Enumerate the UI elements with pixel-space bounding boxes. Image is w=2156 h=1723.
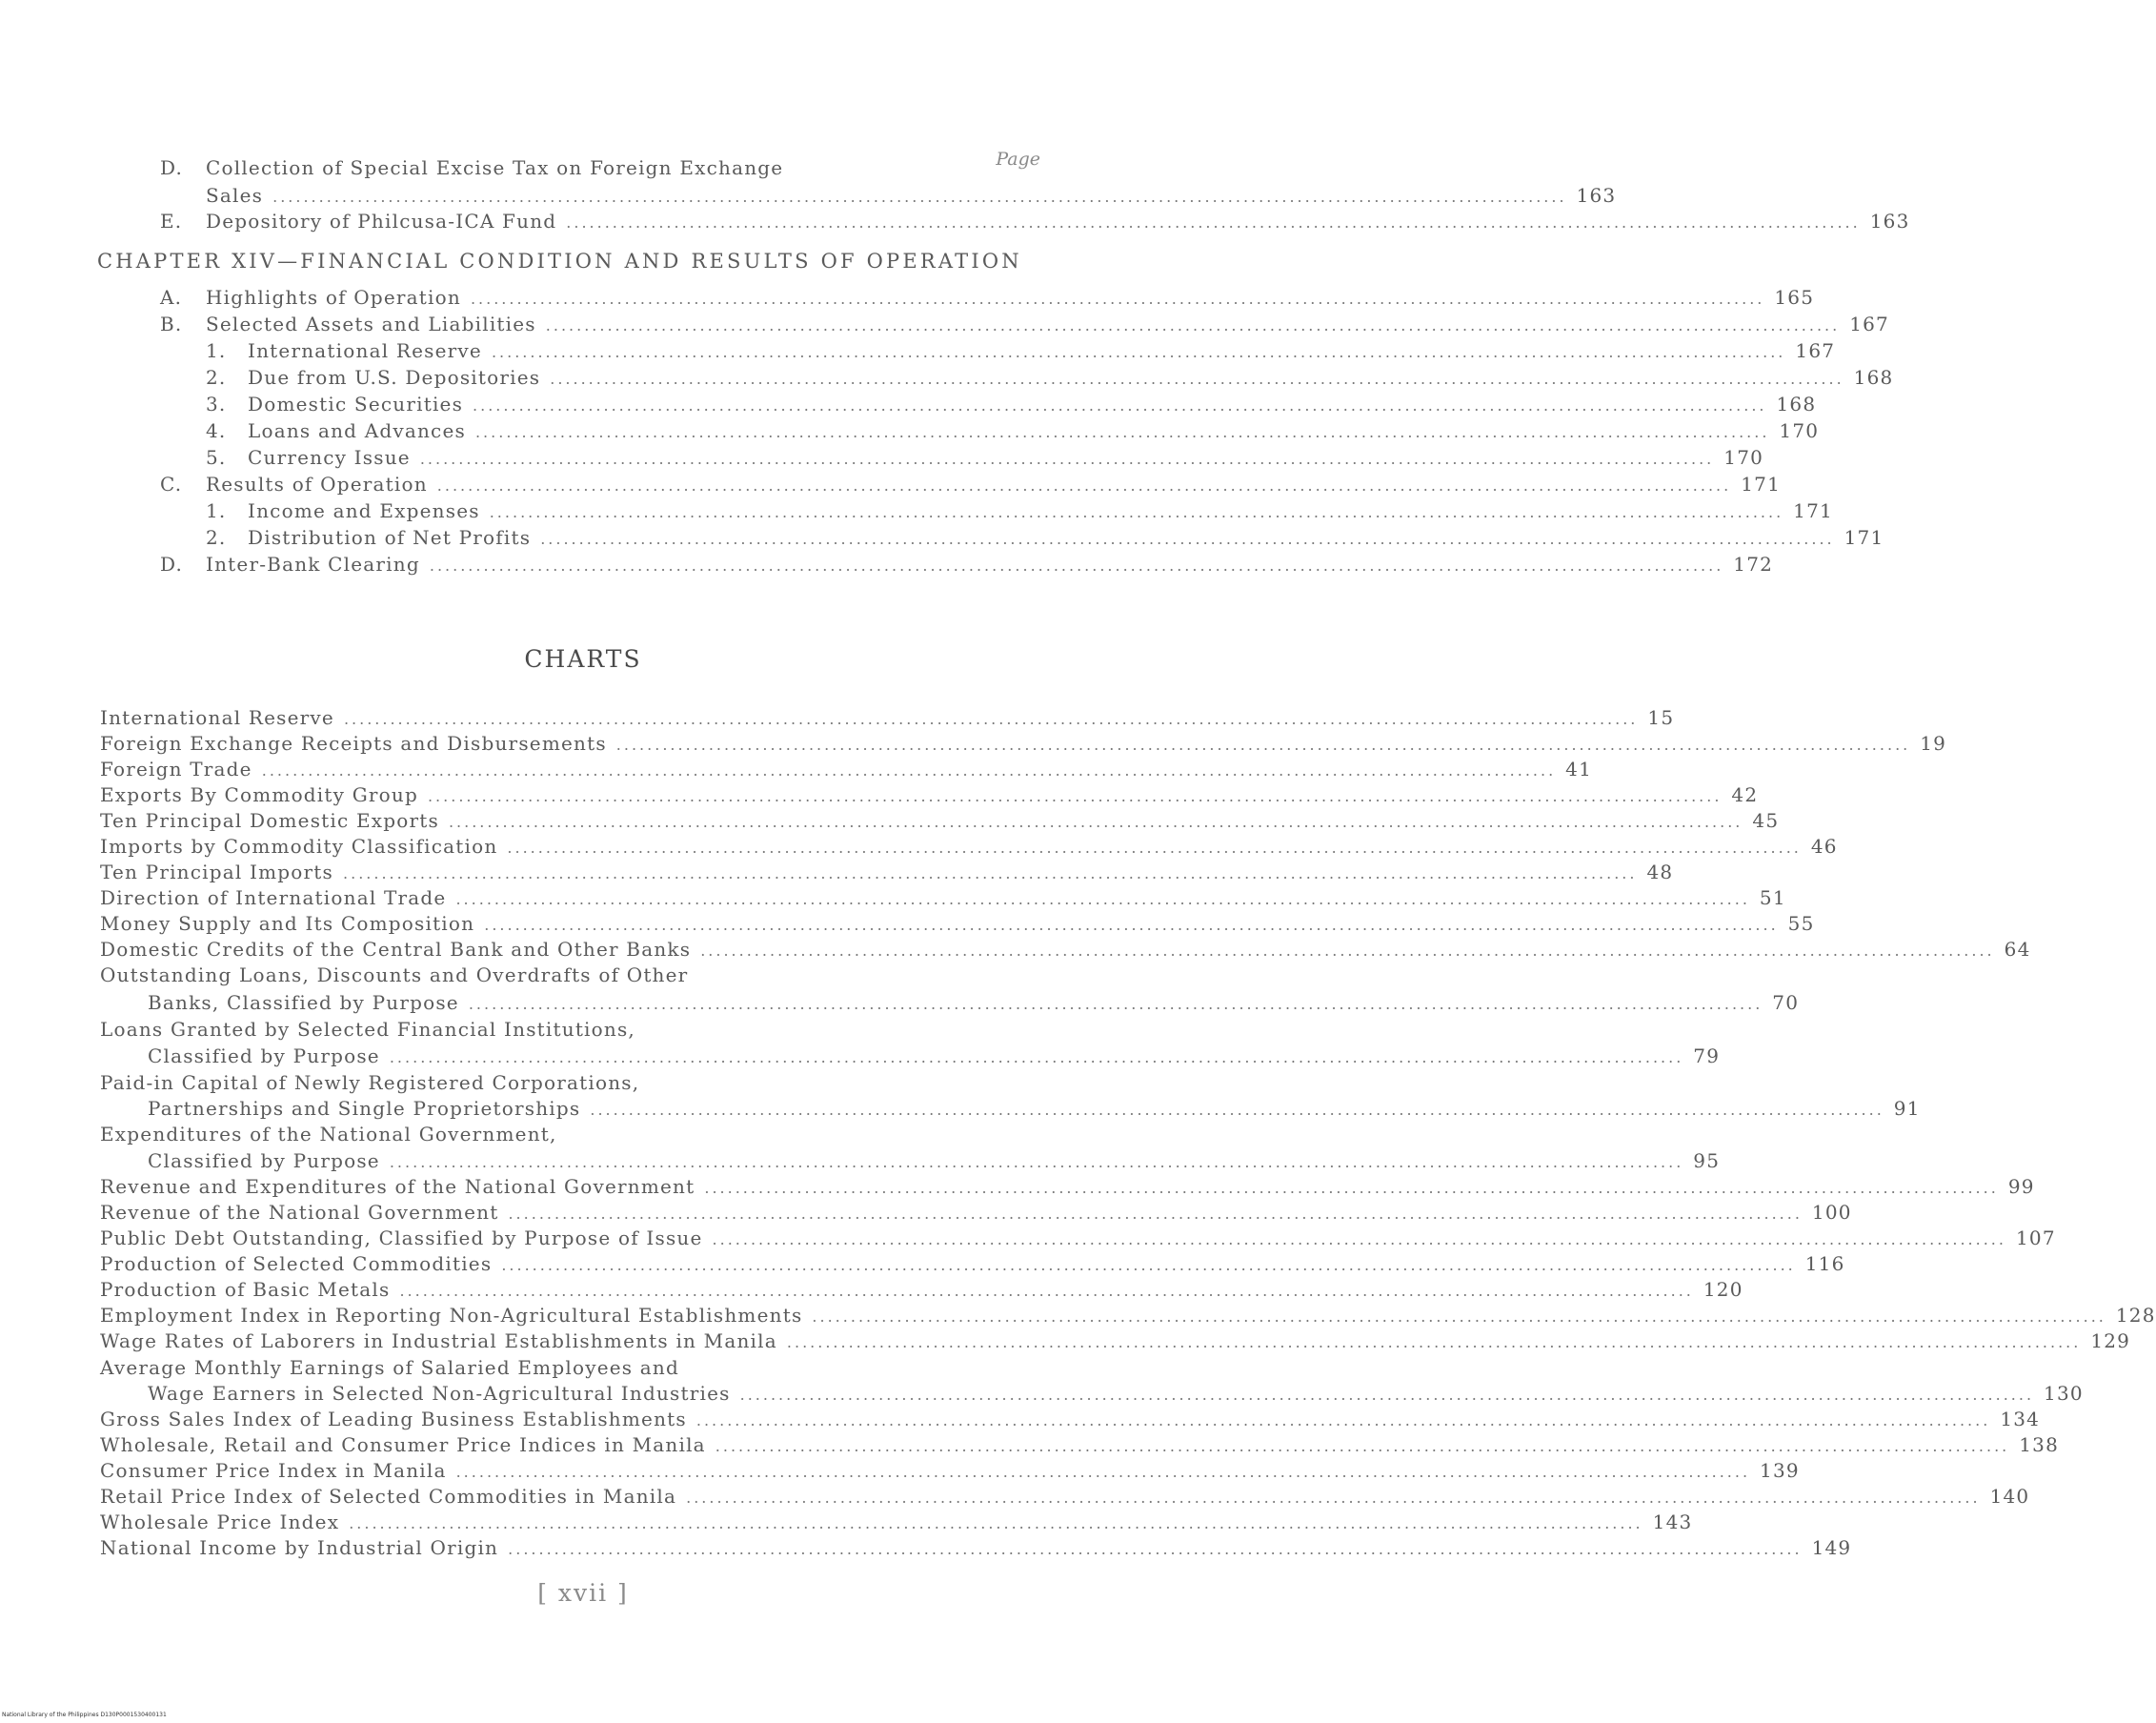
leader-dots: ........................................................................................................................................................................ xyxy=(540,530,1835,548)
chart-entry-page: 138 xyxy=(2019,1433,2060,1456)
toc-entry xyxy=(206,446,1764,469)
toc-entry xyxy=(160,184,1617,207)
chart-list-entry xyxy=(100,1510,1693,1533)
chart-entry-title: Revenue of the National Government xyxy=(100,1201,499,1224)
chart-entry-page: 79 xyxy=(1693,1044,1721,1067)
chart-list-entry xyxy=(100,1304,2156,1327)
chart-entry-page: 134 xyxy=(2000,1408,2041,1430)
chart-entry-page: 46 xyxy=(1810,835,1838,858)
leader-dots: ........................................................................................................................................................................ xyxy=(700,942,1995,960)
toc-entry-title: Highlights of Operation xyxy=(206,286,461,309)
leader-dots: ........................................................................................................................................................................ xyxy=(566,213,1861,232)
chart-list-entry xyxy=(148,1149,1721,1172)
chart-list-entry xyxy=(100,886,1786,909)
chart-entry-title: Money Supply and Its Composition xyxy=(100,912,475,935)
chapter-heading: CHAPTER XIV—FINANCIAL CONDITION AND RESULTS OF OPERATION xyxy=(97,250,1022,273)
leader-dots: ........................................................................................................................................................................ xyxy=(715,1437,2010,1455)
toc-entry xyxy=(160,473,1781,496)
toc-entry-prefix: 3. xyxy=(206,393,227,416)
toc-entry-prefix: 5. xyxy=(206,446,227,469)
toc-entry-page: 165 xyxy=(1774,286,1815,309)
chart-entry-page: 55 xyxy=(1787,912,1815,935)
toc-entry-title: Income and Expenses xyxy=(248,499,480,522)
chart-entry-title: Ten Principal Imports xyxy=(100,861,334,883)
toc-entry xyxy=(206,526,1884,549)
chart-entry-title: National Income by Industrial Origin xyxy=(100,1536,499,1559)
leader-dots: ........................................................................................................................................................................ xyxy=(399,1282,1694,1300)
toc-entry-page: 163 xyxy=(1869,210,1910,233)
leader-dots: ........................................................................................................................................................................ xyxy=(489,503,1784,521)
leader-dots: ........................................................................................................................................................................ xyxy=(786,1333,2082,1351)
chart-list-entry xyxy=(100,938,2031,961)
toc-entry-page: 170 xyxy=(1779,419,1820,442)
chart-entry-title: Production of Basic Metals xyxy=(100,1278,391,1301)
toc-entry-page: 163 xyxy=(1576,184,1617,207)
chart-list-entry xyxy=(100,861,1674,883)
leader-dots: ........................................................................................................................................................................ xyxy=(501,1256,1796,1274)
leader-dots: ........................................................................................................................................................................ xyxy=(455,1463,1751,1481)
chart-list-entry xyxy=(100,706,1675,729)
toc-entry-title: Loans and Advances xyxy=(248,419,466,442)
leader-dots: ........................................................................................................................................................................ xyxy=(343,710,1639,728)
chart-list-entry xyxy=(100,1433,2060,1456)
chart-list-entry xyxy=(100,1226,2056,1249)
page-column-heading: Page xyxy=(996,149,1040,170)
toc-entry xyxy=(160,286,1815,309)
toc-entry-prefix: 2. xyxy=(206,526,227,549)
chart-entry-page: 143 xyxy=(1652,1510,1693,1533)
toc-entry xyxy=(160,313,1889,335)
chart-entry-title: Public Debt Outstanding, Classified by Purpose of Issue xyxy=(100,1226,703,1249)
chart-entry-title: Foreign Trade xyxy=(100,758,252,780)
toc-entry-page: 168 xyxy=(1776,393,1817,416)
chart-entry-page: 99 xyxy=(2007,1175,2035,1198)
chart-entry-page: 149 xyxy=(1811,1536,1852,1559)
chart-list-entry xyxy=(100,1536,1852,1559)
chart-entry-page: 41 xyxy=(1565,758,1593,780)
leader-dots: ........................................................................................................................................................................ xyxy=(686,1489,1981,1507)
chart-entry-title: Paid-in Capital of Newly Registered Corporations, xyxy=(100,1071,640,1094)
toc-entry-page: 171 xyxy=(1793,499,1833,522)
chart-list-entry xyxy=(100,1278,1743,1301)
chart-entry-page: 139 xyxy=(1760,1459,1800,1482)
chart-list-entry xyxy=(148,1382,2084,1405)
leader-dots: ........................................................................................................................................................................ xyxy=(484,916,1779,934)
leader-dots: ........................................................................................................................................................................ xyxy=(427,787,1723,805)
toc-entry xyxy=(206,339,1836,362)
leader-dots: ........................................................................................................................................................................ xyxy=(470,290,1765,308)
chart-entry-page: 120 xyxy=(1703,1278,1743,1301)
toc-entry xyxy=(206,393,1817,416)
toc-entry-title: Selected Assets and Liabilities xyxy=(206,313,536,335)
leader-dots: ........................................................................................................................................................................ xyxy=(507,839,1802,857)
toc-entry-title: Distribution of Net Profits xyxy=(248,526,532,549)
chart-entry-title: Partnerships and Single Proprietorships xyxy=(148,1097,581,1120)
toc-entry-title: Results of Operation xyxy=(206,473,428,496)
chart-list-entry xyxy=(100,809,1780,832)
scan-footer-note: National Library of the Philippines D130P0001530400131 xyxy=(2,1712,167,1718)
chart-entry-title: Exports By Commodity Group xyxy=(100,783,418,806)
chart-entry-page: 100 xyxy=(1811,1201,1852,1224)
chart-entry-page: 140 xyxy=(1989,1485,2030,1508)
chart-entry-page: 107 xyxy=(2015,1226,2056,1249)
leader-dots: ........................................................................................................................................................................ xyxy=(508,1540,1803,1558)
toc-entry-prefix: 1. xyxy=(206,499,227,522)
leader-dots: ........................................................................................................................................................................ xyxy=(389,1153,1684,1171)
chart-list-entry xyxy=(100,1175,2035,1198)
leader-dots: ........................................................................................................................................................................ xyxy=(349,1514,1643,1532)
leader-dots: ........................................................................................................................................................................ xyxy=(468,995,1763,1013)
leader-dots: ........................................................................................................................................................................ xyxy=(590,1101,1884,1119)
leader-dots: ........................................................................................................................................................................ xyxy=(474,423,1770,441)
toc-entry-title: International Reserve xyxy=(248,339,482,362)
chart-entry-page: 45 xyxy=(1752,809,1780,832)
chart-list-entry xyxy=(100,912,1815,935)
leader-dots: ........................................................................................................................................................................ xyxy=(812,1307,2106,1326)
chart-entry-page: 42 xyxy=(1731,783,1759,806)
toc-entry-prefix: 2. xyxy=(206,366,227,389)
leader-dots: ........................................................................................................................................................................ xyxy=(545,316,1841,334)
chart-entry-page: 128 xyxy=(2115,1304,2156,1327)
toc-entry xyxy=(206,419,1820,442)
toc-entry xyxy=(206,499,1833,522)
toc-entry-prefix: A. xyxy=(160,286,183,309)
chart-list-entry xyxy=(100,835,1838,858)
chart-list-entry xyxy=(100,1201,1852,1224)
chart-entry-title: Revenue and Expenditures of the National Government xyxy=(100,1175,695,1198)
chart-entry-title: Wholesale, Retail and Consumer Price Indices in Manila xyxy=(100,1433,706,1456)
chart-list-entry xyxy=(100,1459,1800,1482)
toc-entry xyxy=(160,156,827,179)
leader-dots: ........................................................................................................................................................................ xyxy=(448,813,1743,831)
toc-entry xyxy=(160,553,1774,576)
chart-entry-title: Wage Earners in Selected Non-Agricultural Industries xyxy=(148,1382,731,1405)
chart-entry-page: 15 xyxy=(1647,706,1675,729)
toc-entry-title: Depository of Philcusa-ICA Fund xyxy=(206,210,557,233)
chart-list-entry xyxy=(100,758,1593,780)
leader-dots: ........................................................................................................................................................................ xyxy=(419,450,1715,468)
leader-dots: ........................................................................................................................................................................ xyxy=(473,396,1767,415)
chart-entry-title: Foreign Exchange Receipts and Disbursements xyxy=(100,732,607,755)
toc-entry-title: Domestic Securities xyxy=(248,393,464,416)
toc-entry-page: 172 xyxy=(1733,553,1774,576)
toc-entry-prefix: D. xyxy=(160,156,184,179)
charts-section-title: CHARTS xyxy=(524,645,642,673)
chart-entry-title: Classified by Purpose xyxy=(148,1149,380,1172)
chart-entry-title: Direction of International Trade xyxy=(100,886,447,909)
chart-entry-title: Wholesale Price Index xyxy=(100,1510,340,1533)
leader-dots: ........................................................................................................................................................................ xyxy=(550,370,1844,388)
leader-dots: ........................................................................................................................................................................ xyxy=(508,1205,1803,1223)
toc-entry-title: Currency Issue xyxy=(248,446,411,469)
chart-entry-page: 116 xyxy=(1804,1252,1845,1275)
chart-list-entry xyxy=(100,1408,2041,1430)
leader-dots: ........................................................................................................................................................................ xyxy=(739,1386,2035,1404)
toc-entry-prefix: C. xyxy=(160,473,183,496)
leader-dots: ........................................................................................................................................................................ xyxy=(695,1411,1991,1429)
chart-entry-title: Outstanding Loans, Discounts and Overdrafts of Other xyxy=(100,963,689,986)
chart-entry-title: Production of Selected Commodities xyxy=(100,1252,493,1275)
chart-entry-title: Retail Price Index of Selected Commodities in Manila xyxy=(100,1485,677,1508)
leader-dots: ........................................................................................................................................................................ xyxy=(491,343,1786,361)
toc-entry-prefix: 4. xyxy=(206,419,227,442)
toc-entry xyxy=(206,366,1894,389)
toc-entry xyxy=(160,210,1910,233)
leader-dots: ........................................................................................................................................................................ xyxy=(429,557,1724,575)
chart-entry-title: Expenditures of the National Government, xyxy=(100,1123,557,1145)
leader-dots: ........................................................................................................................................................................ xyxy=(615,736,1911,754)
chart-entry-page: 48 xyxy=(1646,861,1674,883)
chart-list-entry xyxy=(100,1329,2131,1352)
toc-entry-page: 168 xyxy=(1853,366,1894,389)
leader-dots: ........................................................................................................................................................................ xyxy=(261,761,1557,780)
toc-entry-page: 167 xyxy=(1795,339,1836,362)
leader-dots: ........................................................................................................................................................................ xyxy=(436,476,1732,495)
chart-entry-title: Classified by Purpose xyxy=(148,1044,380,1067)
leader-dots: ........................................................................................................................................................................ xyxy=(704,1179,1999,1197)
chart-entry-page: 130 xyxy=(2044,1382,2084,1405)
toc-entry-page: 170 xyxy=(1723,446,1764,469)
chart-entry-title: Consumer Price Index in Manila xyxy=(100,1459,447,1482)
chart-list-entry xyxy=(100,783,1759,806)
toc-entry-prefix: E. xyxy=(160,210,183,233)
toc-entry-title: Due from U.S. Depositories xyxy=(248,366,541,389)
chart-entry-title: Wage Rates of Laborers in Industrial Establishments in Manila xyxy=(100,1329,777,1352)
toc-entry-page: 171 xyxy=(1844,526,1884,549)
chart-list-entry xyxy=(148,1097,1921,1120)
chart-list-entry xyxy=(148,1044,1721,1067)
toc-entry-page: 167 xyxy=(1849,313,1889,335)
chart-entry-title: Domestic Credits of the Central Bank and Other Banks xyxy=(100,938,692,961)
toc-entry-page: 171 xyxy=(1741,473,1781,496)
page-number: [ xvii ] xyxy=(537,1579,629,1607)
chart-entry-title: Ten Principal Domestic Exports xyxy=(100,809,439,832)
toc-entry-prefix: D. xyxy=(160,553,184,576)
chart-list-entry xyxy=(100,732,1947,755)
chart-list-entry xyxy=(100,1485,2030,1508)
chart-entry-page: 51 xyxy=(1759,886,1786,909)
chart-entry-title: Employment Index in Reporting Non-Agricultural Establishments xyxy=(100,1304,803,1327)
chart-entry-page: 91 xyxy=(1893,1097,1921,1120)
leader-dots: ........................................................................................................................................................................ xyxy=(712,1230,2006,1248)
leader-dots: ........................................................................................................................................................................ xyxy=(455,890,1750,908)
toc-entry-title: Collection of Special Excise Tax on Foreign Exchange xyxy=(206,156,784,179)
chart-entry-page: 19 xyxy=(1920,732,1947,755)
chart-entry-page: 70 xyxy=(1772,991,1800,1014)
chart-entry-title: Gross Sales Index of Leading Business Establishments xyxy=(100,1408,687,1430)
chart-entry-title: Banks, Classified by Purpose xyxy=(148,991,459,1014)
toc-entry-prefix: B. xyxy=(160,313,183,335)
toc-entry-title: Inter-Bank Clearing xyxy=(206,553,420,576)
chart-entry-page: 129 xyxy=(2090,1329,2131,1352)
chart-entry-page: 95 xyxy=(1693,1149,1721,1172)
chart-entry-title: Imports by Commodity Classification xyxy=(100,835,498,858)
chart-entry-title: Loans Granted by Selected Financial Institutions, xyxy=(100,1018,635,1041)
chart-list-entry xyxy=(148,991,1800,1014)
chart-list-entry xyxy=(100,1252,1845,1275)
leader-dots: ........................................................................................................................................................................ xyxy=(272,188,1567,206)
toc-entry-prefix: 1. xyxy=(206,339,227,362)
chart-entry-title: Average Monthly Earnings of Salaried Employees and xyxy=(100,1356,679,1379)
leader-dots: ........................................................................................................................................................................ xyxy=(389,1048,1684,1066)
toc-entry-title: Sales xyxy=(206,184,264,207)
leader-dots: ........................................................................................................................................................................ xyxy=(343,864,1638,882)
chart-entry-title: International Reserve xyxy=(100,706,334,729)
chart-entry-page: 64 xyxy=(2004,938,2031,961)
